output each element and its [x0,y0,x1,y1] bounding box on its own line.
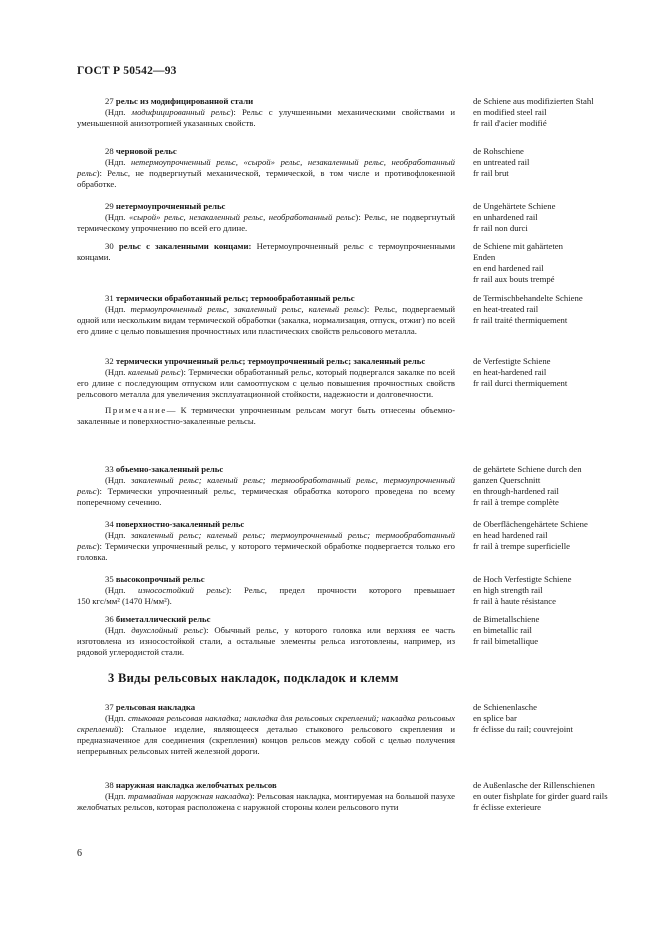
non-recommended-label: (Ндп. [105,212,126,222]
german-equivalent-cont: ganzen Querschnitt [473,475,541,485]
foreign-equivalents [473,293,649,326]
term-title: черновой рельс [115,146,177,156]
definition-text: ): Рельс с улучшенными механическими свойствами и уменьшенной анизотропией указанных свойств. [77,107,455,128]
definition-text: ): Рельсовая накладка, монтируемая на большой пазухе желобчатых рельсов, которая расположена с наружной стороны колеи рельсового пути [77,791,456,812]
term-number: 28 [105,146,114,156]
non-recommended-label: (Ндп. [105,530,126,540]
french-equivalent: fr rail à haute résistance [473,596,556,606]
foreign-equivalents [473,96,649,129]
german-equivalent: de Schiene mit gahärteten [473,241,563,251]
english-equivalent: en high strength rail [473,585,543,595]
term-title: рельсовая накладка [115,702,196,712]
definition-text: ): Термически обработанный рельс, который подвергался закалке по всей его длине с последующим отпуском или самоотпуском с целью повышения прочностных свойств рельсового металла для увеличения эксплуатационной стойкости, надежности и долговечности. [77,367,456,399]
term-definition [77,241,455,263]
non-recommended-label: (Ндп. [105,157,126,167]
french-equivalent: fr rail durci thermiquement [473,378,568,388]
foreign-equivalents [473,574,649,607]
non-recommended-synonyms: стыковая рельсовая накладка; накладка для рельсовых скреплений; накладка рельсовых скреплений [77,713,456,734]
non-recommended-label: (Ндп. [105,107,126,117]
term-definition [77,702,455,757]
term-title: поверхностно-закаленный рельс [115,519,245,529]
english-equivalent: en modified steel rail [473,107,547,117]
term-number: 35 [105,574,114,584]
french-equivalent: fr rail d'acier modifié [473,118,547,128]
french-equivalent: fr rail traité thermiquement [473,315,568,325]
term-number: 36 [105,614,114,624]
french-equivalent: fr rail à trempe superficielle [473,541,570,551]
foreign-equivalents [473,356,649,389]
note-label: Примечание [105,405,167,415]
term-number: 38 [105,780,114,790]
definition-text: ): Рельс, предел прочности которого превышает [226,585,455,595]
term-number: 37 [105,702,114,712]
term-definition [77,201,455,234]
term-definition [77,293,455,337]
french-equivalent: fr rail brut [473,168,509,178]
term-number: 29 [105,201,114,211]
definition-text: ): Рельс, не подвергнутый механической, термической, в том числе и противофлокенной обработке. [77,168,455,189]
german-equivalent: de Hoch Verfestigte Schiene [473,574,572,584]
english-equivalent: en bimetallic rail [473,625,532,635]
term-definition [77,614,455,658]
term-title: объемно-закаленный рельс [115,464,224,474]
term-number: 31 [105,293,114,303]
english-equivalent: en end hardened rail [473,263,544,273]
foreign-equivalents [473,702,649,735]
term-definition [77,96,455,129]
non-recommended-synonyms: двухслойный рельс [131,625,204,635]
term-definition [77,519,455,563]
non-recommended-synonyms: трамвайная наружная накладка [127,791,250,801]
french-equivalent: fr éclisse du rail; couvrejoint [473,724,573,734]
french-equivalent: fr rail non durci [473,223,528,233]
german-equivalent: de Außenlasche der Rillenschienen [473,780,595,790]
foreign-equivalents [473,464,649,508]
english-equivalent: en outer fishplate for girder guard rails [473,791,608,801]
term-title: биметаллический рельс [115,614,211,624]
term-number: 27 [105,96,114,106]
german-equivalent-cont: Enden [473,252,496,262]
non-recommended-label: (Ндп. [105,585,126,595]
term-title: рельс с закаленными концами: [118,241,252,251]
non-recommended-synonyms: модифицированный рельс [131,107,231,117]
term-number: 34 [105,519,114,529]
term-definition [77,574,455,607]
german-equivalent: de Rohschiene [473,146,524,156]
definition-text-cont: 150 кгс/мм² (1470 Н/мм²). [77,596,172,606]
term-definition [77,356,455,427]
definition-text: ): Термически упрочненный рельс, у которого термической обработке подвергается только его головка. [77,541,455,562]
english-equivalent: en unhardened rail [473,212,538,222]
definition-text: Нетермоупрочненный рельс с термоупрочненными концами. [77,241,455,262]
english-equivalent: en through-hardened rail [473,486,559,496]
non-recommended-synonyms: каленый рельс [127,367,181,377]
term-title: высокопрочный рельс [115,574,205,584]
german-equivalent: de Oberflächengehärtete Schiene [473,519,588,529]
non-recommended-synonyms: термоупрочненный рельс, закаленный рельс, каленый рельс [130,304,364,314]
term-title: нетермоупрочненный рельс [115,201,226,211]
non-recommended-synonyms: закаленный рельс; каленый рельс; термоупрочненный рельс; термообработанный рельс [77,530,456,551]
document-header: ГОСТ Р 50542—93 [77,65,177,77]
note-text: — К термически упрочненным рельсам могут быть отнесены объемно-закаленные и поверхностно-закаленные рельсы. [77,405,455,426]
foreign-equivalents [473,201,649,234]
non-recommended-label: (Ндп. [105,713,126,723]
french-equivalent: fr rail aux bouts trempé [473,274,555,284]
german-equivalent: de gehärtete Schiene durch den [473,464,582,474]
non-recommended-synonyms: износостойкий рельс [138,585,227,595]
foreign-equivalents [473,614,649,647]
term-title: наружная накладка желобчатых рельсов [115,780,277,790]
non-recommended-label: (Ндп. [105,475,126,485]
non-recommended-synonyms: «сырой» рельс, незакаленный рельс, необработанный рельс [128,212,356,222]
english-equivalent: en splice bar [473,713,517,723]
definition-text: ): Стальное изделие, являющееся деталью стыкового рельсового скрепления и предназначенное для соединения (скрепления) концов рельсов между собой с целью получения непрерывных рельсовых нитей железной дороги. [77,724,455,756]
non-recommended-synonyms: нетермоупрочненный рельс, «сырой» рельс, незакаленный рельс, необработанный рельс [77,157,455,178]
french-equivalent: fr éclisse exterieure [473,802,542,812]
non-recommended-label: (Ндп. [105,304,126,314]
foreign-equivalents [473,780,649,813]
german-equivalent: de Ungehärtete Schiene [473,201,556,211]
german-equivalent: de Bimetallschiene [473,614,540,624]
term-definition [77,464,455,508]
non-recommended-label: (Ндп. [105,791,126,801]
french-equivalent: fr rail à trempe complète [473,497,559,507]
english-equivalent: en heat-hardened rail [473,367,547,377]
definition-text: ): Рельс, не подвергнутый термическому упрочнению по всей его длине. [77,212,456,233]
term-number: 33 [105,464,114,474]
term-title: термически обработанный рельс; термообработанный рельс [115,293,355,303]
term-number: 30 [105,241,114,251]
non-recommended-label: (Ндп. [105,625,126,635]
definition-text: ): Обычный рельс, у которого головка или верхняя ее часть изготовлена из износостойкой стали, а остальные элементы рельса изготовлены, например, из рядовой углеродистой стали. [77,625,455,657]
foreign-equivalents [473,146,649,179]
english-equivalent: en head hardened rail [473,530,548,540]
english-equivalent: en untreated rail [473,157,530,167]
term-definition [77,780,455,813]
definition-text: ): Рельс, подвергаемый одной или нескольким видам термической обработки (закалка, нормализация, отпуск, отжиг) по всей его длине с целью повышения прочностных или пластических свойств рельсового металла. [77,304,455,336]
german-equivalent: de Termischbehandelte Schiene [473,293,583,303]
french-equivalent: fr rail bimetallique [473,636,539,646]
german-equivalent: de Schiene aus modifizierten Stahl [473,96,594,106]
term-title: рельс из модифицированной стали [115,96,254,106]
german-equivalent: de Verfestigte Schiene [473,356,551,366]
english-equivalent: en heat-treated rail [473,304,539,314]
foreign-equivalents [473,519,649,552]
term-number: 32 [105,356,114,366]
section-heading: 3 Виды рельсовых накладок, подкладок и клемм [108,671,399,685]
german-equivalent: de Schienenlasche [473,702,537,712]
page-number: 6 [77,848,82,859]
term-title: термически упрочненный рельс; термоупрочненный рельс; закаленный рельс [115,356,426,366]
definition-text: ): Термически упрочненный рельс, термическая обработка которого проведена по всему поперечному сечению. [77,486,455,507]
term-definition [77,146,455,190]
foreign-equivalents [473,241,649,285]
non-recommended-label: (Ндп. [105,367,126,377]
non-recommended-synonyms: закаленный рельс; каленый рельс; термообработанный рельс, термоупрочненный рельс [77,475,455,496]
